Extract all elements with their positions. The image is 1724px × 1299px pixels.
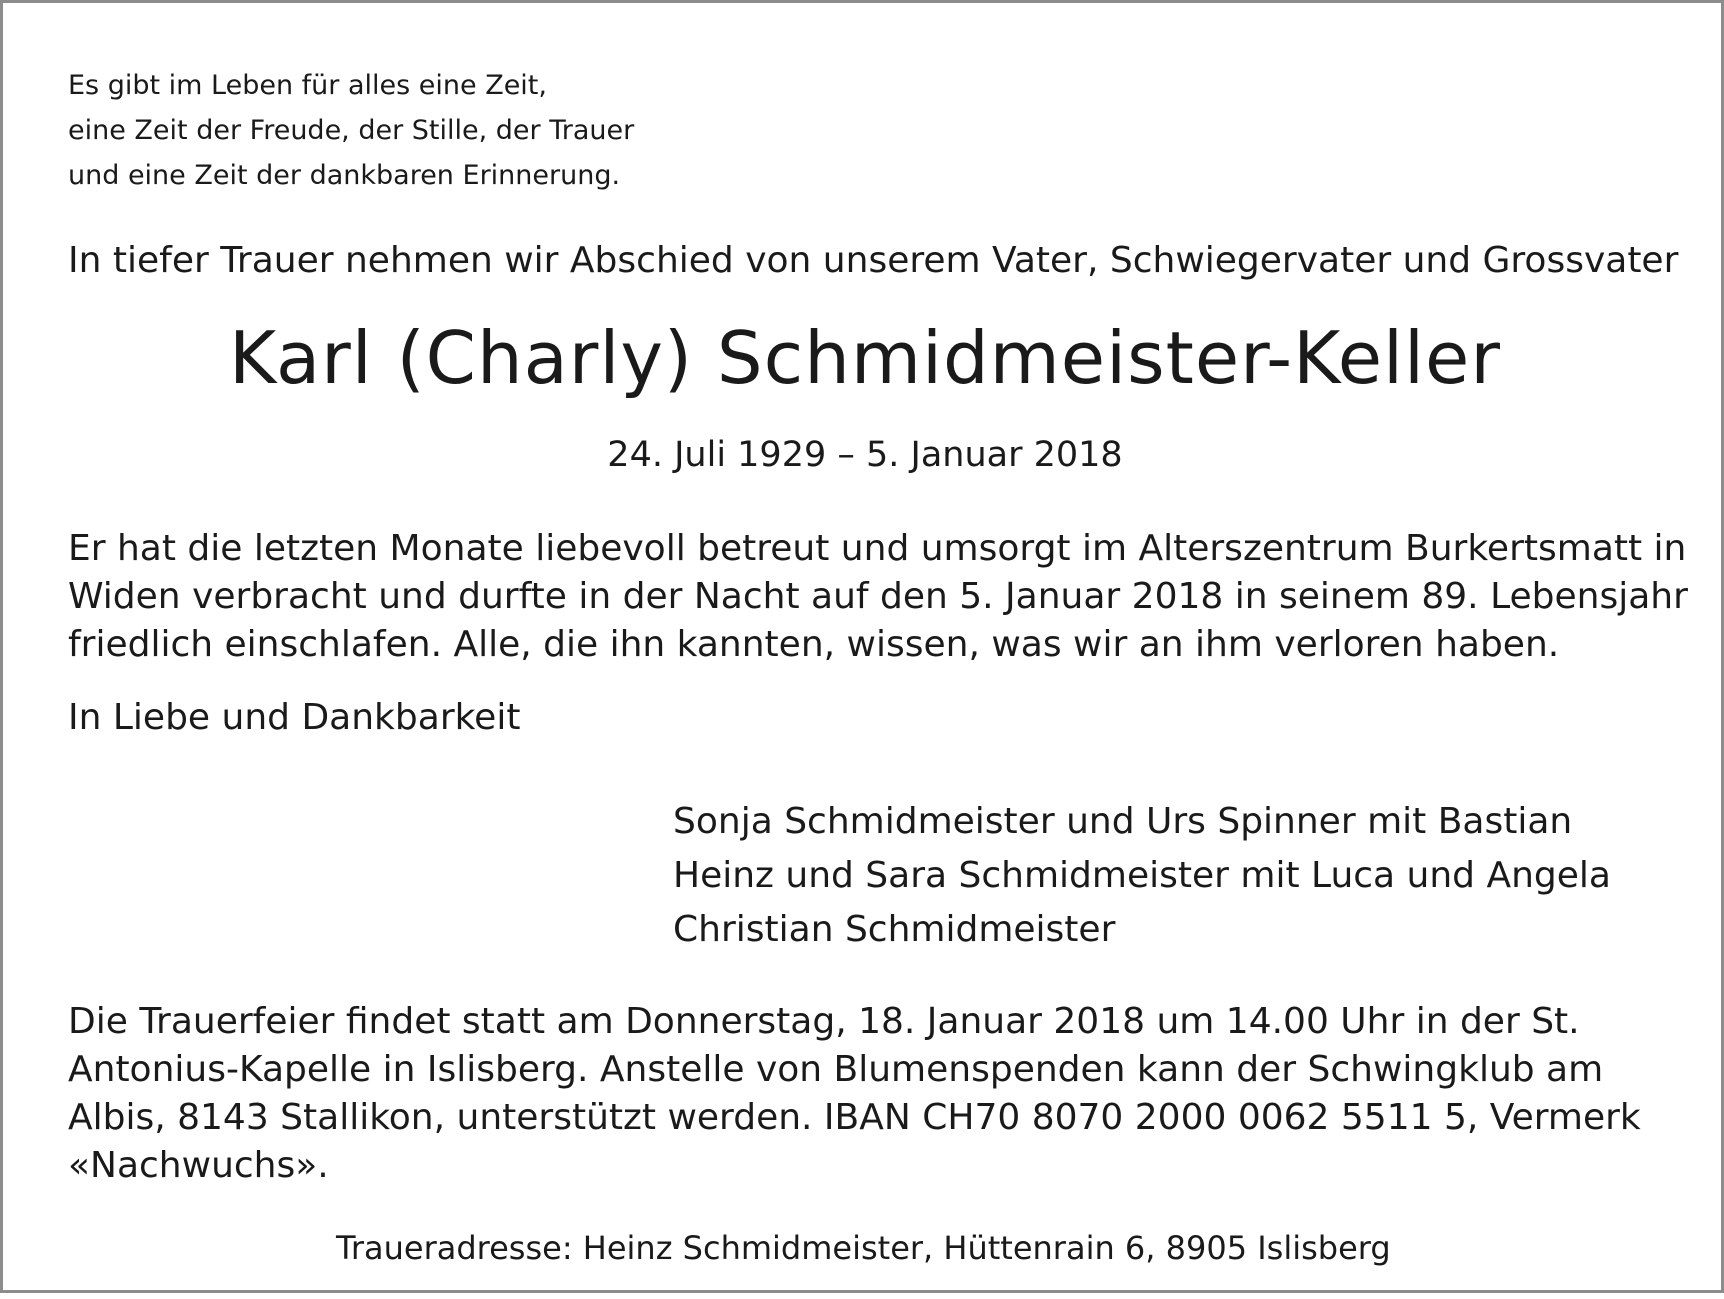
poem-line: eine Zeit der Freude, der Stille, der Trauer bbox=[68, 115, 635, 146]
closing-line: In Liebe und Dankbarkeit bbox=[68, 697, 521, 738]
family-signatures bbox=[673, 795, 1611, 957]
paragraph-line: Widen verbracht und durfte in der Nacht auf den 5. Januar 2018 in seinem 89. Lebensjahr bbox=[68, 576, 1688, 617]
biography-paragraph bbox=[68, 525, 1688, 669]
family-member-line: Sonja Schmidmeister und Urs Spinner mit Bastian bbox=[673, 801, 1573, 842]
family-member-line: Heinz und Sara Schmidmeister mit Luca und Angela bbox=[673, 855, 1611, 896]
poem-line: Es gibt im Leben für alles eine Zeit, bbox=[68, 70, 547, 101]
ceremony-line: Antonius-Kapelle in Islisberg. Anstelle von Blumenspenden kann der Schwingklub am bbox=[68, 1049, 1604, 1090]
poem-line: und eine Zeit der dankbaren Erinnerung. bbox=[68, 160, 621, 191]
mourning-address: Traueradresse: Heinz Schmidmeister, Hüttenrain 6, 8905 Islisberg bbox=[336, 1229, 1391, 1267]
deceased-name: Karl (Charly) Schmidmeister-Keller bbox=[229, 316, 1501, 400]
ceremony-details bbox=[68, 998, 1641, 1190]
life-dates: 24. Juli 1929 – 5. Januar 2018 bbox=[607, 435, 1123, 475]
poem-verse bbox=[68, 63, 634, 198]
paragraph-line: friedlich einschlafen. Alle, die ihn kannten, wissen, was wir an ihm verloren haben. bbox=[68, 624, 1560, 665]
ceremony-line: Die Trauerfeier findet statt am Donnerstag, 18. Januar 2018 um 14.00 Uhr in der St. bbox=[68, 1001, 1580, 1042]
family-member-line: Christian Schmidmeister bbox=[673, 909, 1116, 950]
ceremony-line: «Nachwuchs». bbox=[68, 1145, 329, 1186]
ceremony-line: Albis, 8143 Stallikon, unterstützt werden. IBAN CH70 8070 2000 0062 5511 5, Vermerk bbox=[68, 1097, 1641, 1138]
intro-text: In tiefer Trauer nehmen wir Abschied von unserem Vater, Schwiegervater und Grossvater bbox=[68, 240, 1679, 281]
paragraph-line: Er hat die letzten Monate liebevoll betreut und umsorgt im Alterszentrum Burkertsmatt in bbox=[68, 528, 1687, 569]
